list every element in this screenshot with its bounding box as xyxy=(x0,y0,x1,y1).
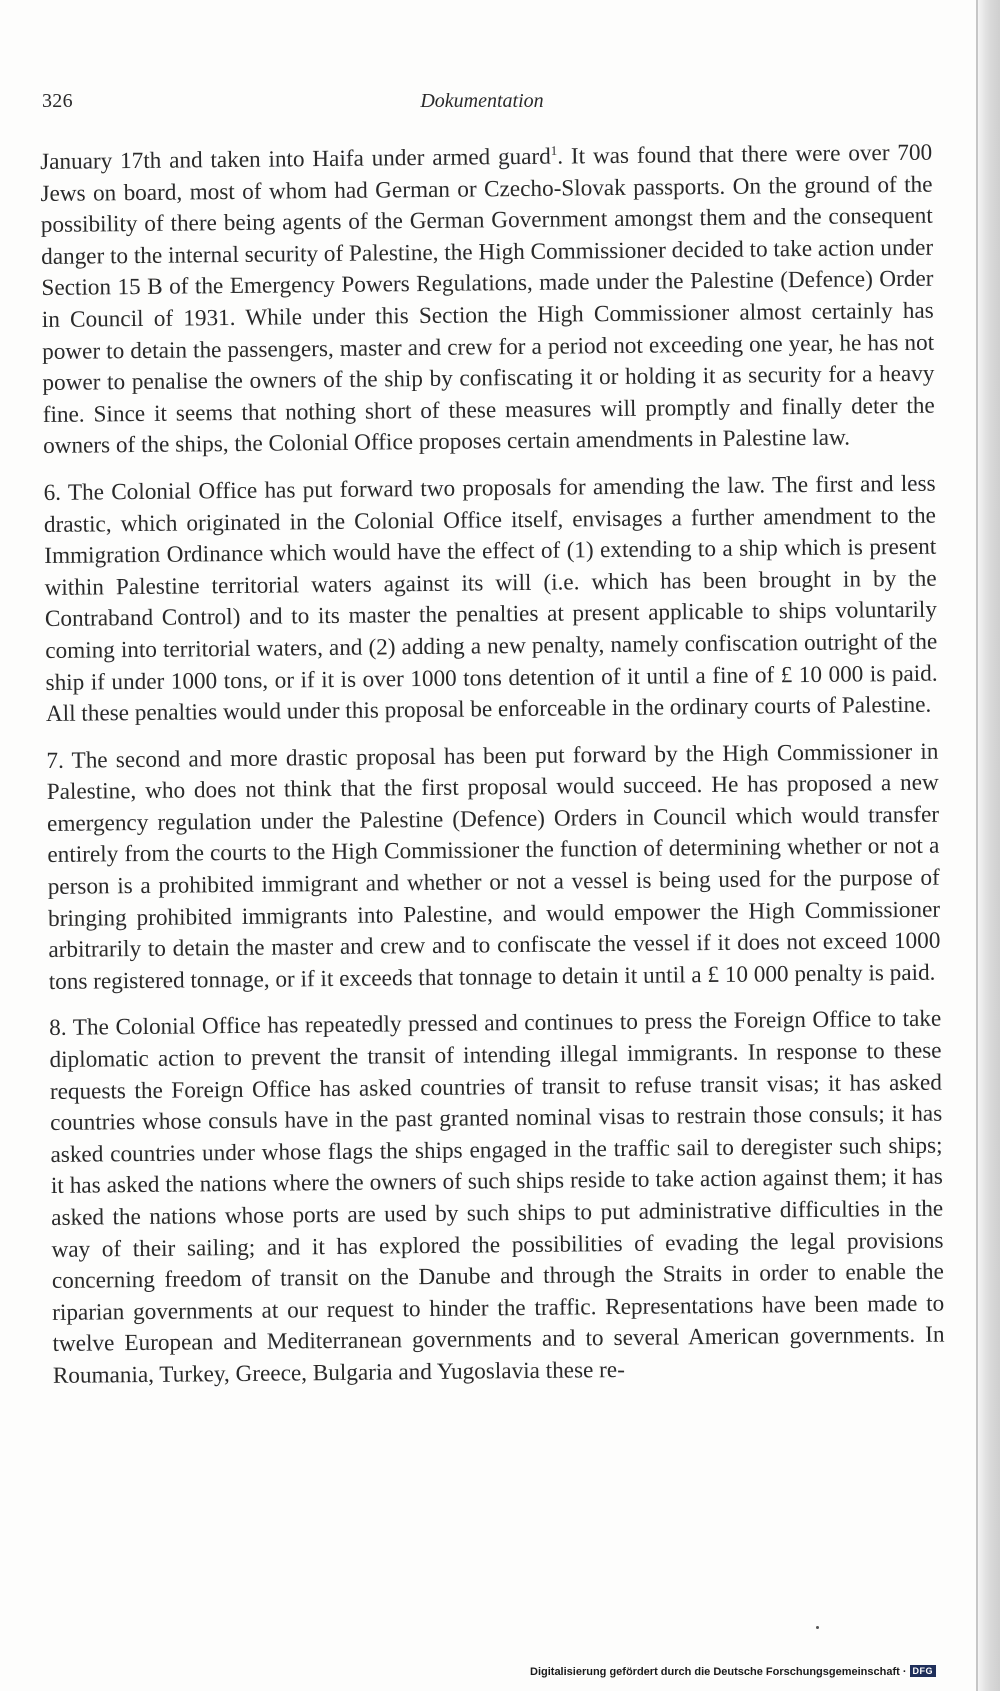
page-number: 326 xyxy=(42,90,73,112)
page-header xyxy=(42,90,922,120)
paragraph-6: 6. The Colonial Office has put forward two proposals for amending the law. The first and less drastic, which originated in the Colonial Office itself, envisages a further amendment to the Immigration Ordinance which would have the effect of (1) extending to a ship which is present within Palestine territorial waters against its will (i.e. which has been brought in by the Contraband Control) and to its master the penalties at present applicable to ships voluntarily coming into territorial waters, and (2) adding a new penalty, namely confiscation outright of the ship if under 1000 tons, or if it is over 1000 tons detention of it until a fine of £ 10 000 is paid. All these penalties would under this proposal be enforceable in the ordinary courts of Palestine. xyxy=(43,470,938,728)
paragraph-8: 8. The Colonial Office has repeatedly pressed and continues to press the Foreign Office to take diplomatic action to prevent the transit of intending illegal immigrants. In response to these requests the Foreign Office has asked countries of transit to refuse transit visas; it has asked countries whose consuls have in the past granted nominal visas to restrain those consuls; it has asked countries under whose flags the ships engaged in the traffic sail to deregister such ships; it has asked the nations where the owners of such ships reside to take action against them; it has asked the nations whose ports are used by such ships to put administrative difficulties in the way of their sailing; and it has explored the possibilities of evading the legal provisions concerning freedom of transit on the Danube and through the Straits in order to enable the riparian governments at our request to hinder the traffic. Representations have been made to twelve European and Mediterranean governments and to several American governments. In Roumania, Turkey, Greece, Bulgaria and Yugoslavia these re- xyxy=(49,1006,945,1389)
digitization-footer xyxy=(530,1665,970,1678)
footnote-marker: 1 xyxy=(550,142,558,158)
running-head: Dokumentation xyxy=(420,90,544,112)
footer-text: Digitalisierung gefördert durch die Deutsche Forschungsgemeinschaft · xyxy=(530,1666,907,1678)
body-text xyxy=(40,138,945,1393)
book-gutter xyxy=(978,0,1000,1691)
dfg-logo: DFG xyxy=(910,1665,937,1677)
paragraph-text: . It was found that there were over 700 Jews on board, most of whom had German or Czecho-Slovak passports. On the ground of the possibility of there being agents of the German Government amongst them and the consequent danger to the internal security of Palestine, the High Commissioner decided to take action under Section 15 B of the Emergency Powers Regulations, made under the Palestine (Defence) Order in Council of 1931. While under this Section the High Commissioner almost certainly has power to detain the passengers, master and crew for a period not exceeding one year, he has not power to penalise the owners of the ship by confiscating it or holding it as security for a heavy fine. Since it seems that nothing short of these measures will promptly and finally deter the owners of the ships, the Colonial Office proposes certain amendments in Palestine law. xyxy=(40,139,935,460)
paragraph-continuation xyxy=(40,138,935,463)
paragraph-7: 7. The second and more drastic proposal has been put forward by the High Commissioner in Palestine, who does not think that the first proposal would succeed. He has proposed a new emergency regulation under the Palestine (Defence) Orders in Council which would transfer entirely from the courts to the High Commissioner the function of determining whether or not a person is a prohibited immigrant and whether or not a vessel is being used for the purpose of bringing prohibited immigrants into Palestine, and would empower the High Commissioner arbitrarily to detain the master and crew and to confiscate the vessel if it does not exceed 1000 tons registered tonnage, or if it exceeds that tonnage to detain it until a £ 10 000 penalty is paid. xyxy=(46,738,941,995)
scan-speck xyxy=(816,1626,819,1629)
paragraph-text: January 17th and taken into Haifa under armed guard xyxy=(40,143,551,175)
